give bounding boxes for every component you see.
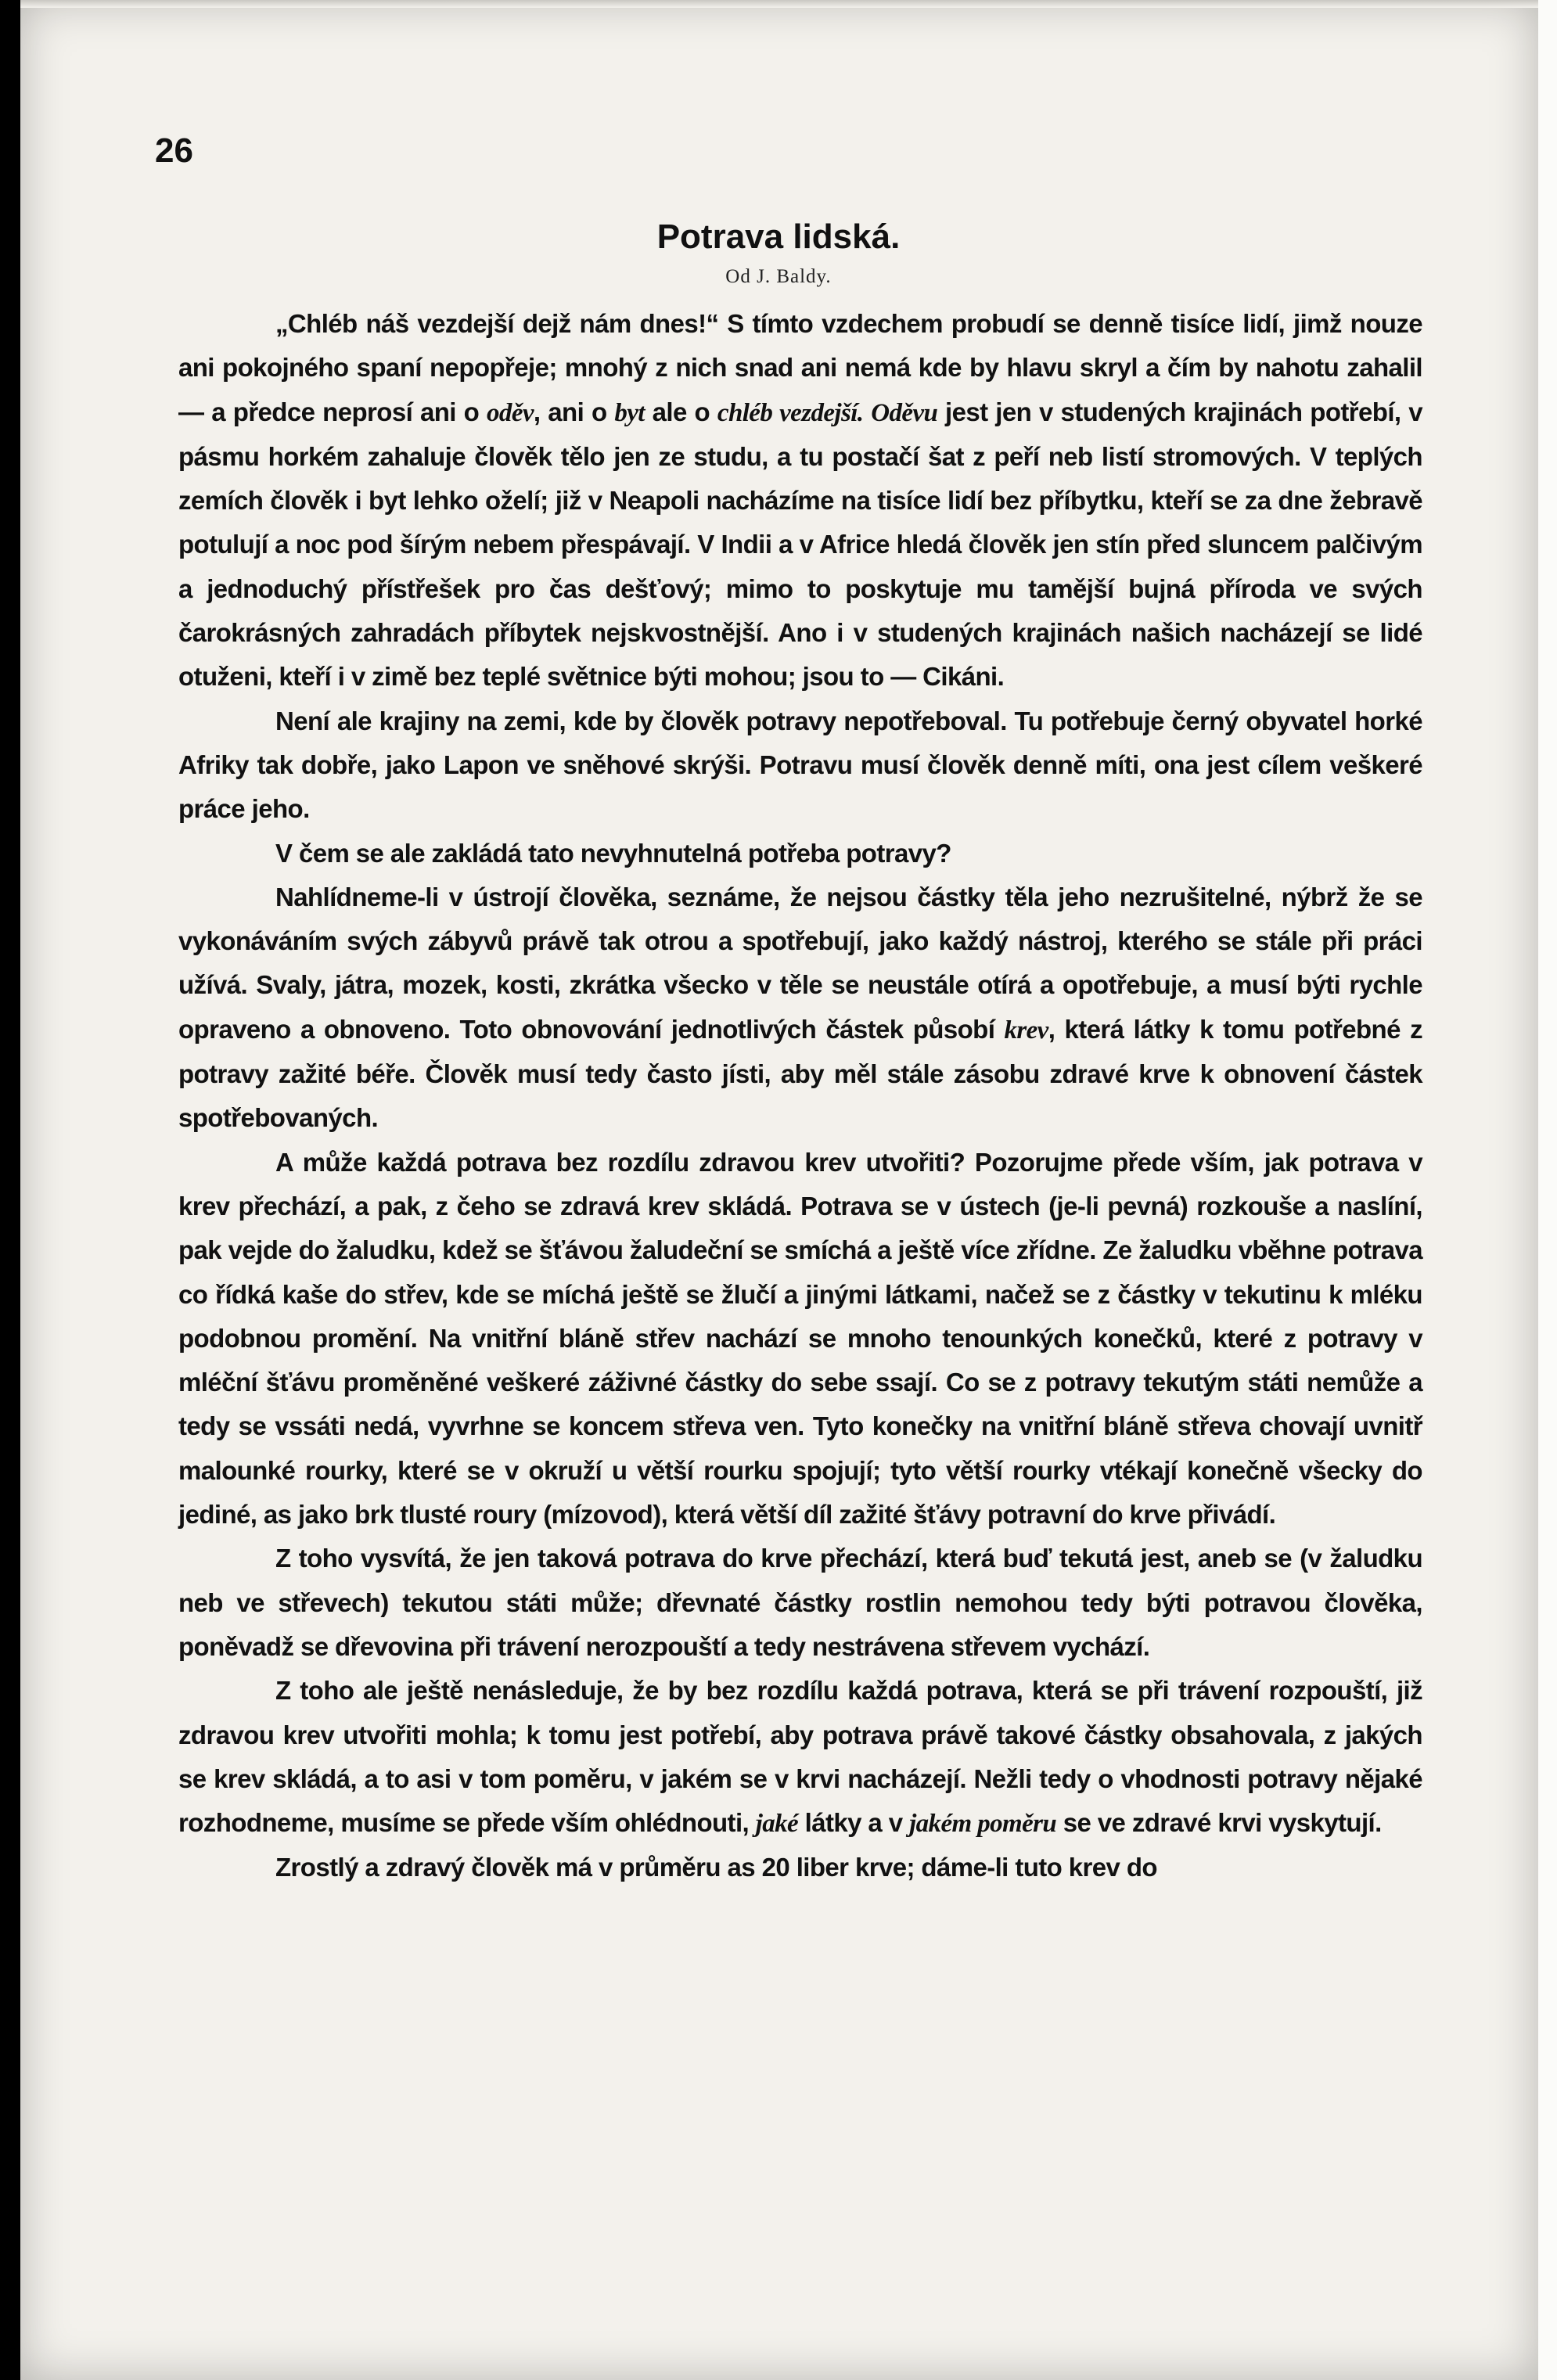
paragraph-7	[178, 1669, 1422, 1846]
text-run: A může každá potrava bez rozdílu zdravou krev utvořiti? Pozorujme přede vším, jak potrava v krev přechází, a pak, z čeho se zdravá krev skládá. Potrava se v ústech (je-li pevná) rozkouše a naslíní, pak vejde do žaludku, kdež se šťávou žaludeční se smíchá a ještě více zřídne. Ze žaludku vběhne potrava co řídká kaše do střev, kde se míchá ještě se žlučí a jinými látkami, načež se z částky v tekutinu k mléku podobnou promění. Na vnitřní bláně střev nachází se mnoho tenounkých konečků, které z potravy v mléční šťávu proměněné veškeré záživné částky do sebe ssají. Co se z potravy tekutým státi nemůže a tedy se vssáti nedá, vyvrhne se koncem střeva ven. Tyto konečky na vnitřní bláně střeva chovají uvnitř malounké rourky, které se v okruží u větší rourku spojují; tyto větší rourky vtékají konečně všecky do jediné, as jako brk tlusté roury (mízovod), která větší díl zažité šťávy potravní do krve přivádí.	[178, 1147, 1422, 1530]
emphasis-text: oděv	[487, 398, 534, 427]
page-number: 26	[155, 131, 193, 170]
emphasis-text: krev	[1004, 1016, 1048, 1044]
emphasis-text: byt	[614, 398, 645, 427]
scan-edge-shadow	[20, 0, 1538, 8]
text-run: Nahlídneme-li v ústrojí člověka, seznáme, že nejsou částky těla jeho nezrušitelné, nýbrž že se vykonáváním svých zábyvů právě tak otrou a spotřebují, jako každý nástroj, kterého se stále při práci užívá. Svaly, játra, mozek, kosti, zkrátka všecko v těle se neustále otírá a opotřebuje, a musí býti rychle opraveno a obnoveno. Toto obnovování jednotlivých částek působí	[178, 882, 1422, 1044]
emphasis-text: Oděvu	[871, 398, 938, 427]
paragraph-8	[178, 1846, 1422, 1889]
text-run: Z toho ale ještě nenásleduje, že by bez rozdílu každá potrava, která se při trávení rozpouští, již zdravou krev utvořiti mohla; k tomu jest potřebí, aby potrava právě takové částky obsahovala, z jakých se krev skládá, a to asi v tom poměru, v jakém se v krvi nacházejí. Nežli tedy o vhodnosti potravy nějaké rozhodneme, musíme se přede vším ohlédnouti,	[178, 1676, 1422, 1838]
text-run: Není ale krajiny na zemi, kde by člověk potravy nepotřeboval. Tu potřebuje černý obyvatel horké Afriky tak dobře, jako Lapon ve sněhové skrýši. Potravu musí člověk denně míti, ona jest cílem veškeré práce jeho.	[178, 706, 1422, 824]
text-run: látky a v	[798, 1808, 910, 1838]
paragraph-2	[178, 699, 1422, 832]
paragraph-1	[178, 302, 1422, 699]
text-run: „Chléb náš vezdejší dejž nám dnes!“ S tímto vzdechem probudí se denně tisíce lidí, jimž nouze ani pokojného spaní nepopřeje; mnohý z nich snad ani nemá kde by hlavu skryl a čím by nahotu zahalil — a předce neprosí ani o	[178, 309, 1422, 426]
text-run: , která látky k tomu potřebné z potravy zažité béře. Člověk musí tedy často jísti, aby měl stále zásobu zdravé krve k obnovení částek spotřebovaných.	[178, 1014, 1422, 1133]
text-run: V čem se ale zakládá tato nevyhnutelná potřeba potravy?	[275, 838, 951, 868]
text-run: se ve zdravé krvi vyskytují.	[1056, 1808, 1382, 1838]
scan-right-margin	[1538, 0, 1557, 2380]
emphasis-text: jaké	[755, 1810, 799, 1839]
paragraph-3	[178, 832, 1422, 875]
text-run: Zrostlý a zdravý člověk má v průměru as 20 liber krve; dáme-li tuto krev do	[275, 1853, 1157, 1882]
text-run: , ani o	[533, 397, 615, 426]
emphasis-text: chléb vezdejší.	[717, 398, 864, 427]
emphasis-text: jakém poměru	[909, 1810, 1057, 1839]
paragraph-4	[178, 875, 1422, 1141]
text-run: ale o	[644, 397, 717, 426]
text-run: Z toho vysvítá, že jen taková potrava do krve přechází, která buď tekutá jest, aneb se (v žaludku neb ve střevech) tekutou státi může; dřevnaté částky rostlin nemohou tedy býti potravou člověka, poněvadž se dřevovina při trávení nerozpouští a tedy nestrávena střevem vychází.	[178, 1544, 1422, 1661]
text-run	[863, 397, 871, 426]
article-author: Od J. Baldy.	[725, 266, 832, 287]
paragraph-6	[178, 1537, 1422, 1669]
text-run: jest jen v studených krajinách potřebí, v pásmu horkém zahaluje člověk tělo jen ze studu, a tu postačí šat z peří neb listí stromových. V teplých zemích člověk i byt lehko oželí; již v Neapoli nacházíme na tisíce lidí bez příbytku, kteří se za dne žebravě potulují a noc pod šírým nebem přespávají. V Indii a v Africe hledá člověk jen stín před sluncem palčivým a jednoduchý přístřešek pro čas dešťový; mimo to poskytuje mu tamější bujná příroda ve svých čarokrásných zahradách příbytek nejskvostnější. Ano i v studených krajinách našich nacházejí se lidé otuženi, kteří i v zimě bez teplé světnice býti mohou; jsou to — Cikáni.	[178, 397, 1423, 692]
paragraph-5	[178, 1141, 1422, 1537]
article-title: Potrava lidská.	[656, 218, 901, 256]
article-body	[178, 302, 1422, 1890]
